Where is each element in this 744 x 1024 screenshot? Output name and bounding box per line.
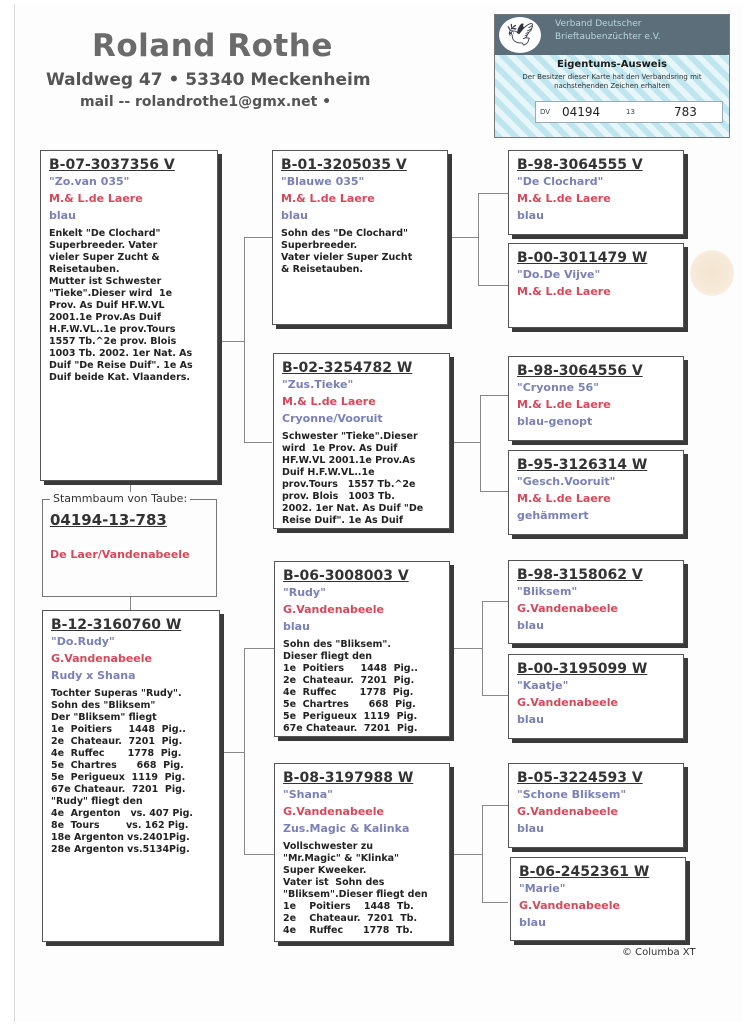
bird-breeder: G.Vandenabeele (517, 696, 618, 709)
connector (244, 442, 272, 443)
bird-breeder: M.& L.de Laere (281, 192, 375, 205)
bird-color: blau (283, 620, 310, 633)
bird-name: "Cryonne 56" (517, 381, 599, 394)
connector (220, 752, 244, 753)
bird-breeder: M.& L.de Laere (517, 285, 611, 298)
bird-breeder: G.Vandenabeele (51, 652, 152, 665)
bird-card-dam-sire (274, 561, 450, 737)
pigeon-logo-icon: 🕊 (499, 17, 541, 53)
bird-breeder: G.Vandenabeele (517, 805, 618, 818)
connector (130, 597, 131, 610)
ring-number: B-98-3064556 V (517, 363, 643, 379)
owner-address: Waldweg 47 • 53340 Meckenheim (46, 70, 371, 90)
bird-card-ddd (510, 857, 686, 941)
card-description: Der Besitzer dieser Karte hat den Verbandsring mit nachstehenden Zeichen erhalten (522, 73, 702, 90)
connector (244, 648, 274, 649)
connector (218, 341, 244, 342)
connector (450, 648, 482, 649)
ring-number: B-08-3197988 W (283, 770, 414, 786)
bird-name: "Do.Rudy" (51, 635, 115, 648)
ring-number: B-98-3064555 V (517, 157, 643, 173)
bird-name: "Schone Bliksem" (517, 788, 627, 801)
ring-number: B-00-3195099 W (517, 661, 648, 677)
owner-email: mail -- rolandrothe1@gmx.net • (80, 94, 332, 110)
connector (450, 854, 482, 855)
bird-color: blau (49, 209, 76, 222)
bird-card-dam-dam (274, 763, 450, 942)
ring-number: B-00-3011479 W (517, 250, 648, 266)
connector (480, 395, 481, 491)
connector (478, 285, 508, 286)
bird-notes: Vollschwester zu "Mr.Magic" & "Klinka" Super Kweeker. Vater ist Sohn des "Bliksem".Dieser fliegt den 1e Poitiers 1448 Tb. 2e Chateaur. 7201 Tb. 4e Ruffec 1778 Tb. (283, 841, 428, 936)
bird-color: blau (519, 916, 546, 929)
bird-card-dsd (508, 654, 684, 739)
card-title: Eigentums-Ausweis (557, 59, 667, 70)
bird-notes: Tochter Superas "Rudy". Sohn des "Bliksem" Der "Bliksem" fliegt 1e Poitiers 1448 Pig.. 2e Chateaur. 7201 Pig. 4e Ruffec 1778 Pig. 5e Chartres 668 Pig. 5e Perigueux 1119 Pig. 67e Chateaur. 7201 Pig. "Rudy" fliegt den 4e Argenton vs. 407 Pig. 8e Tours vs. 162 Pig. 18e Argenton vs.2401Pig. 28e Argenton vs.5134Pig. (51, 688, 193, 855)
bird-name: "Do.De Vijve" (517, 268, 601, 281)
bird-name: "De Clochard" (517, 175, 604, 188)
bird-card-dam (42, 610, 220, 942)
bird-breeder: M.& L.de Laere (517, 398, 611, 411)
connector (244, 237, 245, 442)
connector (478, 193, 479, 285)
connector (482, 601, 508, 602)
bird-name: "Zus.Tieke" (282, 378, 354, 391)
bird-notes: Sohn des "De Clochard" Superbreeder. Vater vieler Super Zucht & Reisetauben. (281, 228, 413, 275)
connector (482, 805, 483, 902)
bird-card-sdd (508, 450, 684, 535)
pedigree-breeder: De Laer/Vandenabeele (50, 548, 190, 561)
bird-color: blau (517, 822, 544, 835)
bird-breeder: G.Vandenabeele (517, 602, 618, 615)
connector (482, 695, 508, 696)
bird-color: blau (517, 619, 544, 632)
connector (482, 902, 508, 903)
card-number-field (535, 101, 723, 123)
bird-color: Rudy x Shana (51, 669, 136, 682)
bird-breeder: G.Vandenabeele (283, 603, 384, 616)
card-year-label: 13 (626, 108, 635, 116)
bird-color: blau (281, 209, 308, 222)
bird-notes: Enkelt "De Clochard" Superbreeder. Vater vieler Super Zucht & Reisetauben. Mutter ist Schwester "Tieke".Dieser wird 1e Prov. As Duif HF.W.VL 2001.1e Prov.As Duif H.F.W.VL..1e prov.Tours 1557 Tb.^2e prov. Blois 1003 Tb. 2002. 1er Nat. As Duif "De Reise Duif". 1e As Duif beide Kat. Vlaanders. (49, 228, 193, 383)
bird-name: "Rudy" (283, 586, 326, 599)
bird-color: Zus.Magic & Kalinka (283, 822, 410, 835)
ring-number: B-95-3126314 W (517, 457, 648, 473)
ring-number: B-02-3254782 W (282, 360, 413, 376)
connector (450, 442, 480, 443)
connector (482, 601, 483, 695)
connector (244, 854, 274, 855)
ring-number: B-06-3008003 V (283, 568, 409, 584)
ring-number: B-06-2452361 W (519, 864, 650, 880)
ring-number: B-07-3037356 V (49, 157, 175, 173)
bird-card-dss (508, 560, 684, 644)
bird-notes: Sohn des "Bliksem". Dieser fliegt den 1e Poitiers 1448 Pig.. 2e Chateaur. 7201 Pig. 4e Ruffec 1778 Pig. 5e Chartres 668 Pig. 5e Perigueux 1119 Pig. 67e Chateaur. 7201 Pig. (283, 639, 418, 734)
bird-name: "Gesch.Vooruit" (517, 475, 616, 488)
bird-color: blau (517, 713, 544, 726)
connector (448, 237, 478, 238)
connector (244, 237, 272, 238)
connector (480, 395, 508, 396)
card-member-number: 783 (674, 105, 697, 119)
copyright-text: © Columba XT (622, 947, 696, 958)
bird-name: "Shana" (283, 788, 333, 801)
card-club-number: 04194 (562, 105, 601, 119)
owner-name: Roland Rothe (92, 28, 333, 64)
bird-color: Cryonne/Vooruit (282, 412, 383, 425)
ring-number: B-05-3224593 V (517, 770, 643, 786)
connector (244, 648, 245, 854)
card-org-line2: Brieftaubenzüchter e.V. (555, 32, 661, 42)
bird-breeder: M.& L.de Laere (49, 192, 143, 205)
bird-color: blau-genopt (517, 415, 593, 428)
bird-card-dds (508, 763, 684, 848)
bird-card-sire-sire (272, 150, 448, 325)
bird-notes: Schwester "Tieke".Dieser wird 1e Prov. As Duif HF.W.VL 2001.1e Prov.As Duif H.F.W.VL..1e prov.Tours 1557 Tb.^2e prov. Blois 1003 Tb. 2002. 1er Nat. As Duif "De Reise Duif". 1e As Duif (282, 431, 424, 526)
bird-color: gehämmert (517, 509, 589, 522)
bird-breeder: G.Vandenabeele (519, 899, 620, 912)
connector (482, 805, 508, 806)
ring-number: B-98-3158062 V (517, 567, 643, 583)
bird-breeder: G.Vandenabeele (283, 805, 384, 818)
bird-name: "Blauwe 035" (281, 175, 365, 188)
bird-card-sire-dam (273, 353, 450, 529)
bird-name: "Marie" (519, 882, 566, 895)
ring-number: B-12-3160760 W (51, 617, 182, 633)
ring-number: B-01-3205035 V (281, 157, 407, 173)
pedigree-label: Stammbaum von Taube: (50, 492, 190, 505)
bird-name: "Kaatje" (517, 679, 569, 692)
ownership-card (494, 14, 730, 138)
bird-color: blau (517, 209, 544, 222)
paper-stain (690, 250, 734, 296)
bird-card-sss (508, 150, 684, 235)
card-org-line1: Verband Deutscher (555, 19, 642, 29)
bird-card-sds (508, 356, 684, 441)
bird-breeder: M.& L.de Laere (282, 395, 376, 408)
connector (478, 193, 508, 194)
connector (480, 491, 508, 492)
bird-card-ssd (508, 243, 684, 328)
bird-name: "Bliksem" (517, 585, 578, 598)
card-dv-label: DV (540, 108, 551, 116)
bird-card-sire (40, 150, 218, 481)
bird-name: "Zo.van 035" (49, 175, 130, 188)
card-header-band (495, 15, 729, 55)
bird-breeder: M.& L.de Laere (517, 192, 611, 205)
bird-breeder: M.& L.de Laere (517, 492, 611, 505)
pedigree-number: 04194-13-783 (50, 511, 167, 529)
